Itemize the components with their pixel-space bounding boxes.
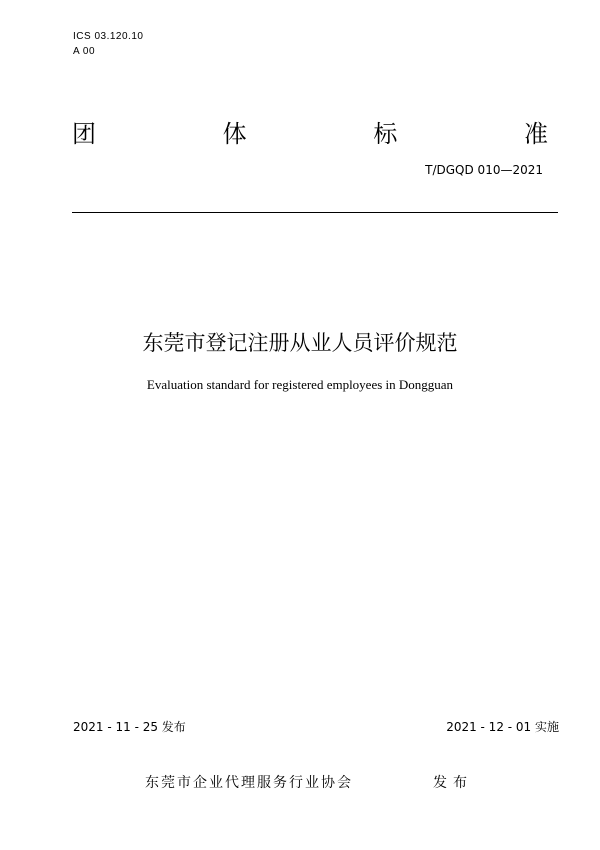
standard-type-char: 团 — [72, 120, 96, 148]
publish-date: 2021 - 11 - 25 发布 — [73, 720, 186, 734]
standard-type-char: 标 — [373, 120, 398, 148]
classification-code: A 00 — [73, 46, 96, 57]
header-divider — [72, 212, 558, 213]
publish-label: 发布 — [433, 775, 473, 791]
standard-number: T/DGQD 010—2021 — [425, 163, 543, 177]
document-title-english: Evaluation standard for registered employees in Dongguan — [146, 377, 454, 392]
standard-type-heading — [72, 114, 548, 149]
ics-code: ICS 03.120.10 — [73, 31, 144, 42]
publisher-name: 东莞市企业代理服务行业协会 — [145, 775, 353, 791]
standard-type-char: 体 — [222, 120, 247, 148]
document-title-chinese: 东莞市登记注册从业人员评价规范 — [142, 331, 458, 355]
standard-type-char: 准 — [523, 120, 548, 148]
implementation-date: 2021 - 12 - 01 实施 — [446, 720, 559, 734]
